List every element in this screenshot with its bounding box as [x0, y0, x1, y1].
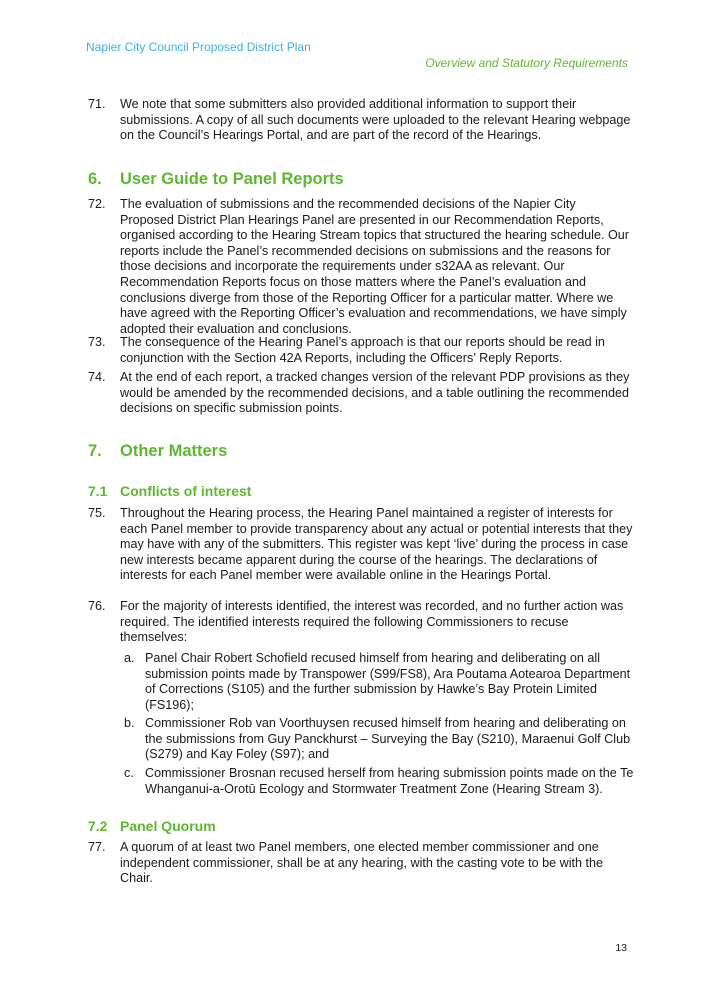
paragraph-number: 73.	[88, 335, 106, 349]
paragraph-text: A quorum of at least two Panel members, one elected member commissioner and one independent commissioner, shall be at any hearing, with the casting vote to be with the Chair.	[120, 840, 604, 886]
list-marker: a.	[124, 651, 135, 665]
paragraph-text: For the majority of interests identified, the interest was recorded, and no further action was required. The identified interests required the following Commissioners to recuse themselves:	[120, 599, 624, 645]
paragraph-number: 75.	[88, 506, 106, 520]
list-item-c	[120, 766, 635, 797]
section-title: User Guide to Panel Reports	[120, 170, 344, 188]
paragraph-75	[88, 506, 633, 584]
subsection-title: Panel Quorum	[120, 818, 216, 834]
subsection-7-2-heading	[88, 818, 216, 834]
list-item-b	[120, 716, 635, 763]
subsection-title: Conflicts of interest	[120, 483, 252, 499]
paragraph-number: 76.	[88, 599, 106, 613]
paragraph-72	[88, 197, 633, 337]
section-number: 6.	[88, 170, 102, 188]
paragraph-77	[88, 840, 633, 887]
section-7-heading	[88, 442, 227, 461]
section-title: Other Matters	[120, 442, 228, 460]
paragraph-76	[88, 599, 633, 646]
paragraph-text: Throughout the Hearing process, the Hearing Panel maintained a register of interests for each Panel member to provide transparency about any actual or potential interests that they may have with any of the submitters. This register was kept ‘live’ during the process in case new interests became apparent during the course of the hearings. The declarations of interests for each Panel member were available online in the Hearings Portal.	[120, 506, 633, 583]
list-item-text: Commissioner Brosnan recused herself from hearing submission points made on the Te Whanganui-a-Orotū Ecology and Stormwater Treatment Zone (Hearing Stream 3).	[145, 766, 634, 796]
paragraph-text: We note that some submitters also provided additional information to support their submissions. A copy of all such documents were uploaded to the relevant Hearing webpage on the Council’s Hearings Portal, and are part of the record of the Hearings.	[120, 97, 631, 143]
list-marker: b.	[124, 716, 135, 730]
paragraph-text: The consequence of the Hearing Panel’s approach is that our reports should be read in conjunction with the Section 42A Reports, including the Officers’ Reply Reports.	[120, 335, 605, 365]
paragraph-71	[88, 97, 633, 144]
subsection-7-1-heading	[88, 483, 251, 499]
section-number: 7.	[88, 442, 102, 460]
list-item-a	[120, 651, 635, 713]
paragraph-73	[88, 335, 633, 366]
paragraph-number: 74.	[88, 370, 106, 384]
header-document-title: Napier City Council Proposed District Plan	[86, 40, 311, 54]
subsection-number: 7.2	[88, 818, 108, 834]
paragraph-text: The evaluation of submissions and the recommended decisions of the Napier City Proposed District Plan Hearings Panel are presented in our Recommendation Reports, organised according to the Hearing Stream topics that structured the hearing schedule. Our reports include the Panel’s recommended decisions on submissions and the reasons for those decisions and incorporate the requirements under s32AA as relevant. Our Recommendation Reports focus on those matters where the Panel’s evaluation and conclusions diverge from those of the Reporting Officer for a particular matter. Where we have agreed with the Reporting Officer’s evaluation and recommendations, we have simply adopted their evaluation and conclusions.	[120, 197, 629, 336]
subsection-number: 7.1	[88, 483, 108, 499]
header-section-title: Overview and Statutory Requirements	[425, 56, 628, 70]
list-marker: c.	[124, 766, 134, 780]
section-6-heading	[88, 170, 344, 189]
paragraph-74	[88, 370, 633, 417]
paragraph-text: At the end of each report, a tracked changes version of the relevant PDP provisions as they would be amended by the recommended decisions, and a table outlining the recommended decisions on specific submission points.	[120, 370, 630, 416]
paragraph-number: 72.	[88, 197, 106, 211]
page-number: 13	[615, 942, 627, 954]
list-item-text: Commissioner Rob van Voorthuysen recused himself from hearing and deliberating on the submissions from Guy Panckhurst – Surveying the Bay (S210), Maraenui Golf Club (S279) and Kay Foley (S97); and	[145, 716, 631, 762]
paragraph-number: 71.	[88, 97, 106, 111]
paragraph-number: 77.	[88, 840, 106, 854]
list-item-text: Panel Chair Robert Schofield recused himself from hearing and deliberating on all submission points made by Transpower (S99/FS8), Ara Poutama Aotearoa Department of Corrections (S105) and the further submission by Hawke’s Bay Protein Limited (FS196);	[145, 651, 631, 712]
